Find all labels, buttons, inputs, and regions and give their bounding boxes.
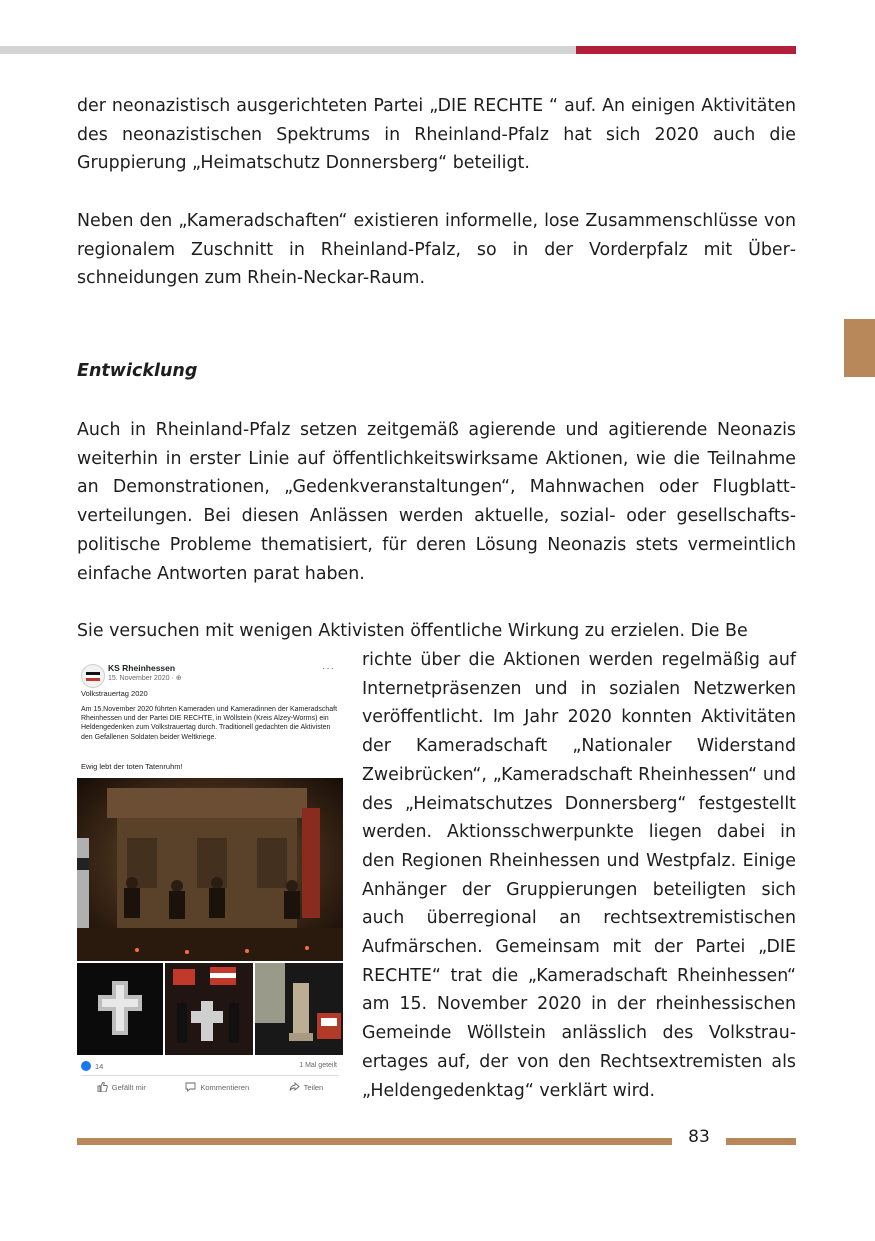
like-button-label: Gefällt mir bbox=[111, 1082, 146, 1092]
share-icon bbox=[289, 1082, 300, 1092]
paragraph-3: Auch in Rheinland-Pfalz setzen zeitgemäß agierende und agitierende Neonazis weiterhin in erster Linie auf öffentlichkeitswirksame Aktionen, wie die Teilnahme an Demonstrationen, „Gedenkveranstaltungen“, Mahnwachen oder Flugblattverteilungen. Bei diesen Anlässen werden aktuelle, sozial- oder gesellschaftspolitische Probleme thematisiert, für deren Lösung Neonazis stets vermeintlich einfache Antworten parat haben. bbox=[77, 420, 796, 584]
paragraph-1: der neonazistisch ausgerichteten Partei „DIE RECHTE “ auf. An einigen Aktivitäten des neonazistischen Spektrums in Rheinland-Pfalz hat sich 2020 auch die Gruppierung „Heimatschutz Donnersberg“ beteiligt. bbox=[77, 96, 796, 174]
post-divider bbox=[81, 1075, 339, 1076]
like-count: 14 bbox=[95, 1061, 104, 1071]
post-photo-main[interactable] bbox=[77, 778, 343, 961]
avatar bbox=[81, 664, 105, 688]
paragraph-4-first-line: Sie versuchen mit wenigen Aktivisten öffentliche Wirkung zu erzielen. Die Be bbox=[77, 621, 748, 641]
share-button-label: Teilen bbox=[303, 1082, 324, 1092]
post-photo-monument[interactable] bbox=[255, 963, 343, 1055]
like-reaction-icon bbox=[81, 1061, 91, 1071]
post-title: Volkstrauertag 2020 bbox=[81, 689, 148, 698]
like-button[interactable] bbox=[97, 1082, 146, 1092]
footer-rule-right bbox=[726, 1138, 796, 1145]
globe-icon: ⊕ bbox=[175, 675, 182, 682]
paragraph-2: Neben den „Kameradschaften“ existieren informelle, lose Zusammenschlüsse von regionalem Zuschnitt in Rheinland-Pfalz, so in der Vorderpfalz mit Überschneidungen zum Rhein-Neckar-Raum. bbox=[77, 211, 796, 289]
paragraph-4-rest: richte über die Aktionen werden regelmäßig auf Internetpräsenzen und in sozialen Netzwerken veröffentlicht. Im Jahr 2020 konnten Aktivitäten der Kameradschaft „Nationaler Widerstand Zweibrücken“, „Kameradschaft Rheinhessen“ und des „Heimatschutzes Donnersberg“ festgestellt werden. Aktionsschwerpunkte liegen dabei in den Regionen Rheinhessen und Westpfalz. Einige Anhänger der Gruppierungen beteiligten sich auch überregional an rechtsextremistischen Aufmärschen. Gemeinsam mit der Partei „DIE RECHTE“ trat die „Kameradschaft Rheinhessen“ am 15. November 2020 in der rheinhessischen Gemeinde Wöllstein anlässlich des Volkstrauertages auf, der von den Rechtsextremisten als „Heldengedenktag“ verklärt wird. bbox=[362, 650, 796, 1101]
post-photo-flags[interactable] bbox=[165, 963, 253, 1055]
post-photo-cross[interactable] bbox=[77, 963, 163, 1055]
footer-rule-left bbox=[77, 1138, 672, 1145]
flag-avatar-icon bbox=[82, 665, 104, 687]
post-slogan: Ewig lebt der toten Tatenruhm! bbox=[81, 762, 183, 771]
share-button[interactable] bbox=[289, 1082, 324, 1092]
comment-button[interactable] bbox=[185, 1082, 249, 1092]
page-number: 83 bbox=[688, 1127, 710, 1147]
comment-button-label: Kommentieren bbox=[200, 1082, 250, 1092]
post-like-summary[interactable] bbox=[81, 1061, 103, 1071]
top-rule-grey bbox=[0, 46, 576, 54]
chapter-side-tab bbox=[844, 319, 875, 377]
section-heading: Entwicklung bbox=[77, 361, 198, 381]
social-media-post bbox=[77, 659, 343, 1104]
post-date-text: 15. November 2020 · bbox=[108, 675, 176, 682]
post-author[interactable]: KS Rheinhessen bbox=[108, 663, 176, 673]
thumbs-up-icon bbox=[97, 1082, 108, 1092]
top-rule-accent bbox=[576, 46, 796, 54]
share-count[interactable]: 1 Mal geteilt bbox=[299, 1062, 337, 1069]
post-menu-button[interactable]: ··· bbox=[322, 663, 335, 674]
comment-icon bbox=[185, 1082, 196, 1092]
post-body: Am 15.November 2020 führten Kameraden und Kameradinnen der Kameradschaft Rheinhessen und der Partei DIE RECHTE, in Wöllstein (Kreis Alzey-Worms) ein Heldengedenken zum Volkstrauertag durch. Traditionell gedachten die Aktivisten den Gefallenen Soldaten beider Weltkriege. bbox=[81, 706, 338, 741]
post-actions bbox=[77, 1082, 343, 1092]
post-date bbox=[108, 674, 182, 682]
